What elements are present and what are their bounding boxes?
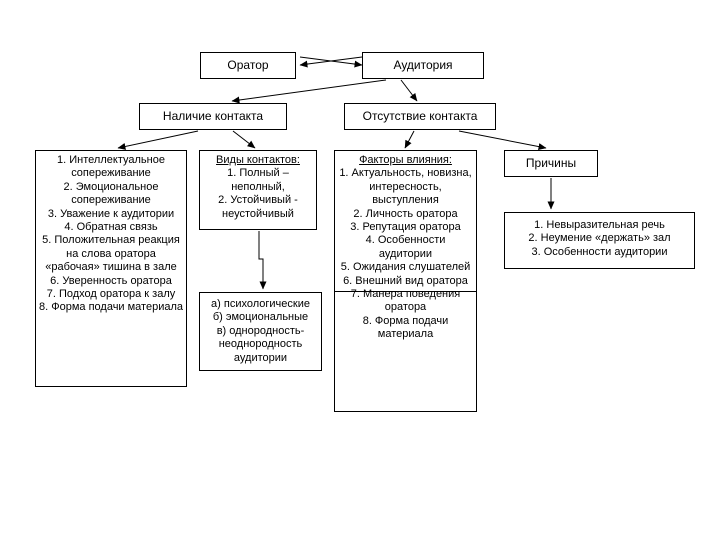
reasons-box — [504, 150, 598, 177]
contact-types-box — [199, 150, 317, 230]
list-item: б) эмоциональные — [212, 311, 309, 324]
arrow-to-contact-aspects — [259, 231, 263, 289]
arrow-to-reasons — [459, 131, 546, 148]
list-item: 1. Интеллектуальное сопереживание — [57, 154, 165, 180]
list-item: 1. Полный – неполный, — [227, 167, 289, 193]
contact-absent-box — [344, 103, 496, 130]
contact-present-label: Наличие контакта — [162, 109, 264, 124]
list-item: 7. Манера поведения оратора — [350, 288, 461, 314]
list-item: 1. Невыразительная речь — [534, 219, 665, 231]
influence-factors-title: Факторы влияния: — [359, 154, 452, 166]
list-item: 6. Уверенность оратора — [50, 274, 172, 287]
list-item: 6. Внешний вид оратора — [343, 274, 468, 287]
arrow-to-contact-types — [233, 131, 255, 148]
list-item: 4. Особенности аудитории — [365, 234, 446, 260]
list-item: а) психологические — [211, 298, 310, 310]
arrow-to-contact-present — [232, 80, 386, 101]
audience-label: Аудитория — [393, 58, 453, 73]
list-item: 2. Эмоциональное сопереживание — [63, 180, 159, 207]
orator-label: Оратор — [227, 58, 269, 73]
list-item: 8. Форма подачи материала — [362, 314, 449, 341]
contact-present-box — [139, 103, 287, 130]
list-item: 5. Положительная реакция на слова оратора «рабочая» тишина в зале — [42, 234, 180, 274]
contact-types-title: Виды контактов: — [216, 154, 300, 166]
list-item: 3. Репутация оратора — [350, 221, 461, 234]
list-item: 3. Уважение к аудитории — [47, 207, 175, 220]
list-item: 7. Подход оратора к залу — [46, 288, 176, 301]
list-item: 2. Личность оратора — [353, 207, 458, 220]
contact-absent-label: Отсутствие контакта — [362, 109, 478, 124]
arrow-to-contact-absent — [401, 80, 417, 101]
list-item: 8. Форма подачи материала — [39, 301, 184, 314]
list-item: 3. Особенности аудитории — [531, 245, 668, 258]
list-item: 2. Устойчивый - неустойчивый — [218, 194, 298, 220]
list-item: 2. Неумение «держать» зал — [528, 232, 671, 245]
factors-box-divider — [335, 291, 476, 292]
orator-box — [200, 52, 296, 79]
list-item: 4. Обратная связь — [64, 221, 158, 234]
list-item: 5. Ожидания слушателей — [340, 261, 471, 274]
contact-signs-list-box — [35, 150, 187, 387]
list-item: 1. Актуальность, новизна, интересность, выступления — [339, 167, 472, 207]
reasons-list-box — [504, 212, 695, 269]
arrow-to-contact-signs — [118, 131, 198, 148]
influence-factors-box — [334, 150, 477, 412]
list-item: в) однородность-неоднородность аудитории — [216, 324, 305, 364]
contact-aspects-box — [199, 292, 322, 371]
arrow-to-factors — [405, 131, 414, 148]
reasons-label: Причины — [525, 156, 577, 171]
audience-box — [362, 52, 484, 79]
